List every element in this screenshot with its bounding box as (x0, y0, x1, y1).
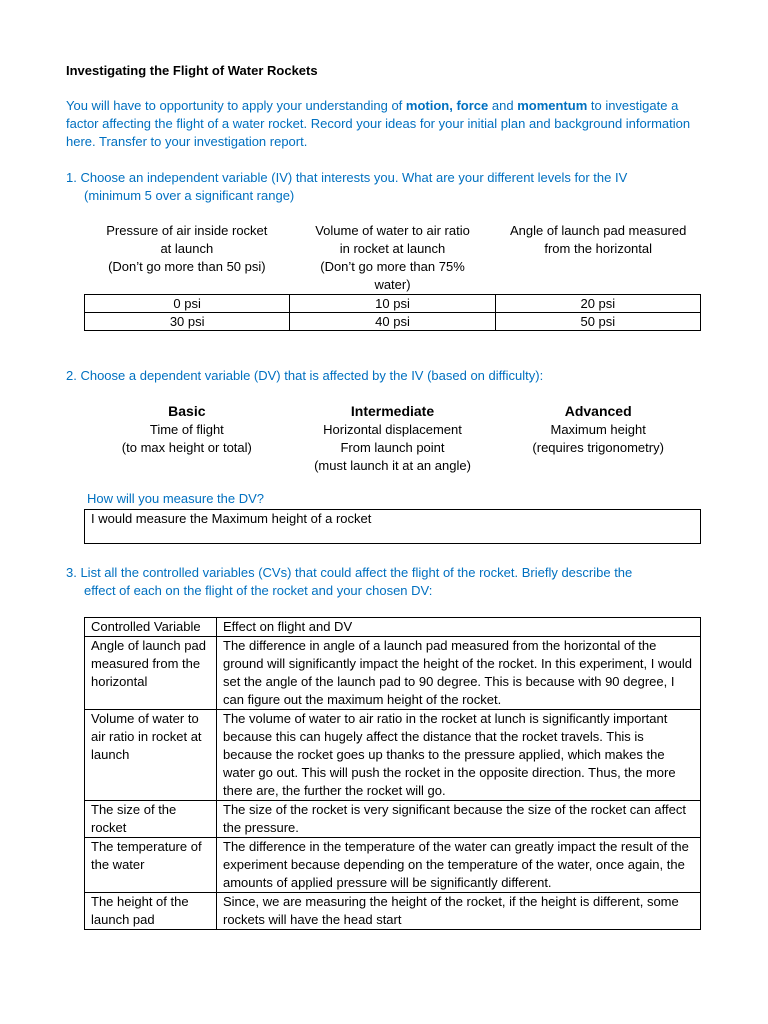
table-cell[interactable]: The difference in the temperature of the water can greatly impact the result of the experiment because depending on the temperature of the water, once again, the amounts of applied pressure will be significantly different. (217, 838, 701, 893)
iv-option-line: Pressure of air inside rocket (106, 223, 268, 238)
intro-text-2: and (488, 98, 518, 113)
table-cell[interactable]: Since, we are measuring the height of the rocket, if the height is different, some rockets will have the head start (217, 893, 701, 930)
dv-level-line: From launch point (340, 440, 445, 455)
iv-options (84, 222, 701, 294)
dv-level-basic (84, 401, 290, 475)
iv-option-line: Angle of launch pad measured (510, 223, 687, 238)
table-cell[interactable]: Angle of launch pad measured from the horizontal (85, 637, 217, 710)
table-header-cell: Controlled Variable (85, 618, 217, 637)
table-cell: 20 psi (495, 295, 700, 313)
table-cell: 40 psi (290, 313, 495, 331)
table-cell[interactable]: The size of the rocket is very significant because the size of the rocket can affect the pressure. (217, 801, 701, 838)
page-title: Investigating the Flight of Water Rockets (66, 63, 318, 78)
iv-option (84, 222, 290, 294)
question-1 (66, 169, 706, 205)
measure-dv-answer-box[interactable]: I would measure the Maximum height of a rocket (84, 509, 701, 544)
dv-levels (84, 401, 701, 475)
question-3 (66, 564, 706, 600)
table-row (85, 313, 701, 331)
table-cell[interactable]: The difference in angle of a launch pad measured from the horizontal of the ground will significantly impact the height of the rocket. In this experiment, I would set the angle of the launch pad to 90 degree. This is because with 90 degree, I can figure out the maximum height of the rocket. (217, 637, 701, 710)
table-header-cell: Effect on flight and DV (217, 618, 701, 637)
intro-text-1: You will have to opportunity to apply your understanding of (66, 98, 406, 113)
dv-level-heading: Intermediate (350, 403, 435, 419)
table-cell: 10 psi (290, 295, 495, 313)
dv-level-heading: Advanced (564, 403, 632, 419)
iv-option (495, 222, 701, 294)
table-row (85, 710, 701, 801)
question-3-line2: effect of each on the flight of the rocket and your chosen DV: (84, 583, 433, 598)
table-header-row (85, 618, 701, 637)
question-2 (66, 367, 706, 385)
table-row (85, 838, 701, 893)
table-cell: 50 psi (495, 313, 700, 331)
question-3-line1: 3. List all the controlled variables (CVs) that could affect the flight of the rocket. Briefly describe the (66, 565, 633, 580)
iv-option-line: water) (374, 277, 411, 292)
dv-level-line: Maximum height (550, 422, 646, 437)
dv-level-line: (to max height or total) (121, 440, 252, 455)
question-1-line2: (minimum 5 over a significant range) (84, 188, 295, 203)
table-cell[interactable]: Volume of water to air ratio in rocket at launch (85, 710, 217, 801)
iv-option-line: (Don’t go more than 75% (320, 259, 465, 274)
dv-level-heading: Basic (168, 403, 206, 419)
iv-option-line: Volume of water to air ratio (315, 223, 470, 238)
table-row (85, 801, 701, 838)
iv-option-line: in rocket at launch (339, 241, 446, 256)
table-cell[interactable]: The temperature of the water (85, 838, 217, 893)
intro-text-3: to investigate a factor affecting the flight of a water rocket. Record your ideas for your initial plan and background information here. Transfer to your investigation report. (66, 98, 691, 149)
table-cell[interactable]: The size of the rocket (85, 801, 217, 838)
table-row (85, 637, 701, 710)
measure-dv-question: How will you measure the DV? (87, 491, 265, 506)
table-row (85, 893, 701, 930)
table-cell: 0 psi (85, 295, 290, 313)
iv-option (290, 222, 496, 294)
question-1-line1: 1. Choose an independent variable (IV) that interests you. What are your different levels for the IV (66, 170, 628, 185)
dv-level-line: (requires trigonometry) (532, 440, 664, 455)
iv-levels-table (84, 294, 701, 331)
iv-option-line: (Don’t go more than 50 psi) (108, 259, 266, 274)
dv-level-line: Time of flight (149, 422, 224, 437)
question-2-line1: 2. Choose a dependent variable (DV) that is affected by the IV (based on difficulty): (66, 368, 544, 383)
dv-level-line: Horizontal displacement (323, 422, 462, 437)
table-cell: 30 psi (85, 313, 290, 331)
dv-level-line: (must launch it at an angle) (314, 458, 471, 473)
intro-keyword-momentum: momentum (517, 98, 588, 113)
table-cell[interactable]: The volume of water to air ratio in the rocket at lunch is significantly important because this can hugely affect the distance that the rocket travels. This is because the rocket goes up thanks to the pressure applied, which makes the water go out. This will push the rocket in the opposite direction. Thus, the more there are, the further the rocket will go. (217, 710, 701, 801)
controlled-variables-table (84, 617, 701, 930)
intro-keyword-motion-force: motion, force (405, 98, 489, 113)
iv-option-line: from the horizontal (544, 241, 653, 256)
table-cell[interactable]: The height of the launch pad (85, 893, 217, 930)
dv-level-intermediate (290, 401, 496, 475)
dv-level-advanced (495, 401, 701, 475)
intro-paragraph (66, 97, 706, 151)
iv-option-line: at launch (160, 241, 214, 256)
table-row (85, 295, 701, 313)
